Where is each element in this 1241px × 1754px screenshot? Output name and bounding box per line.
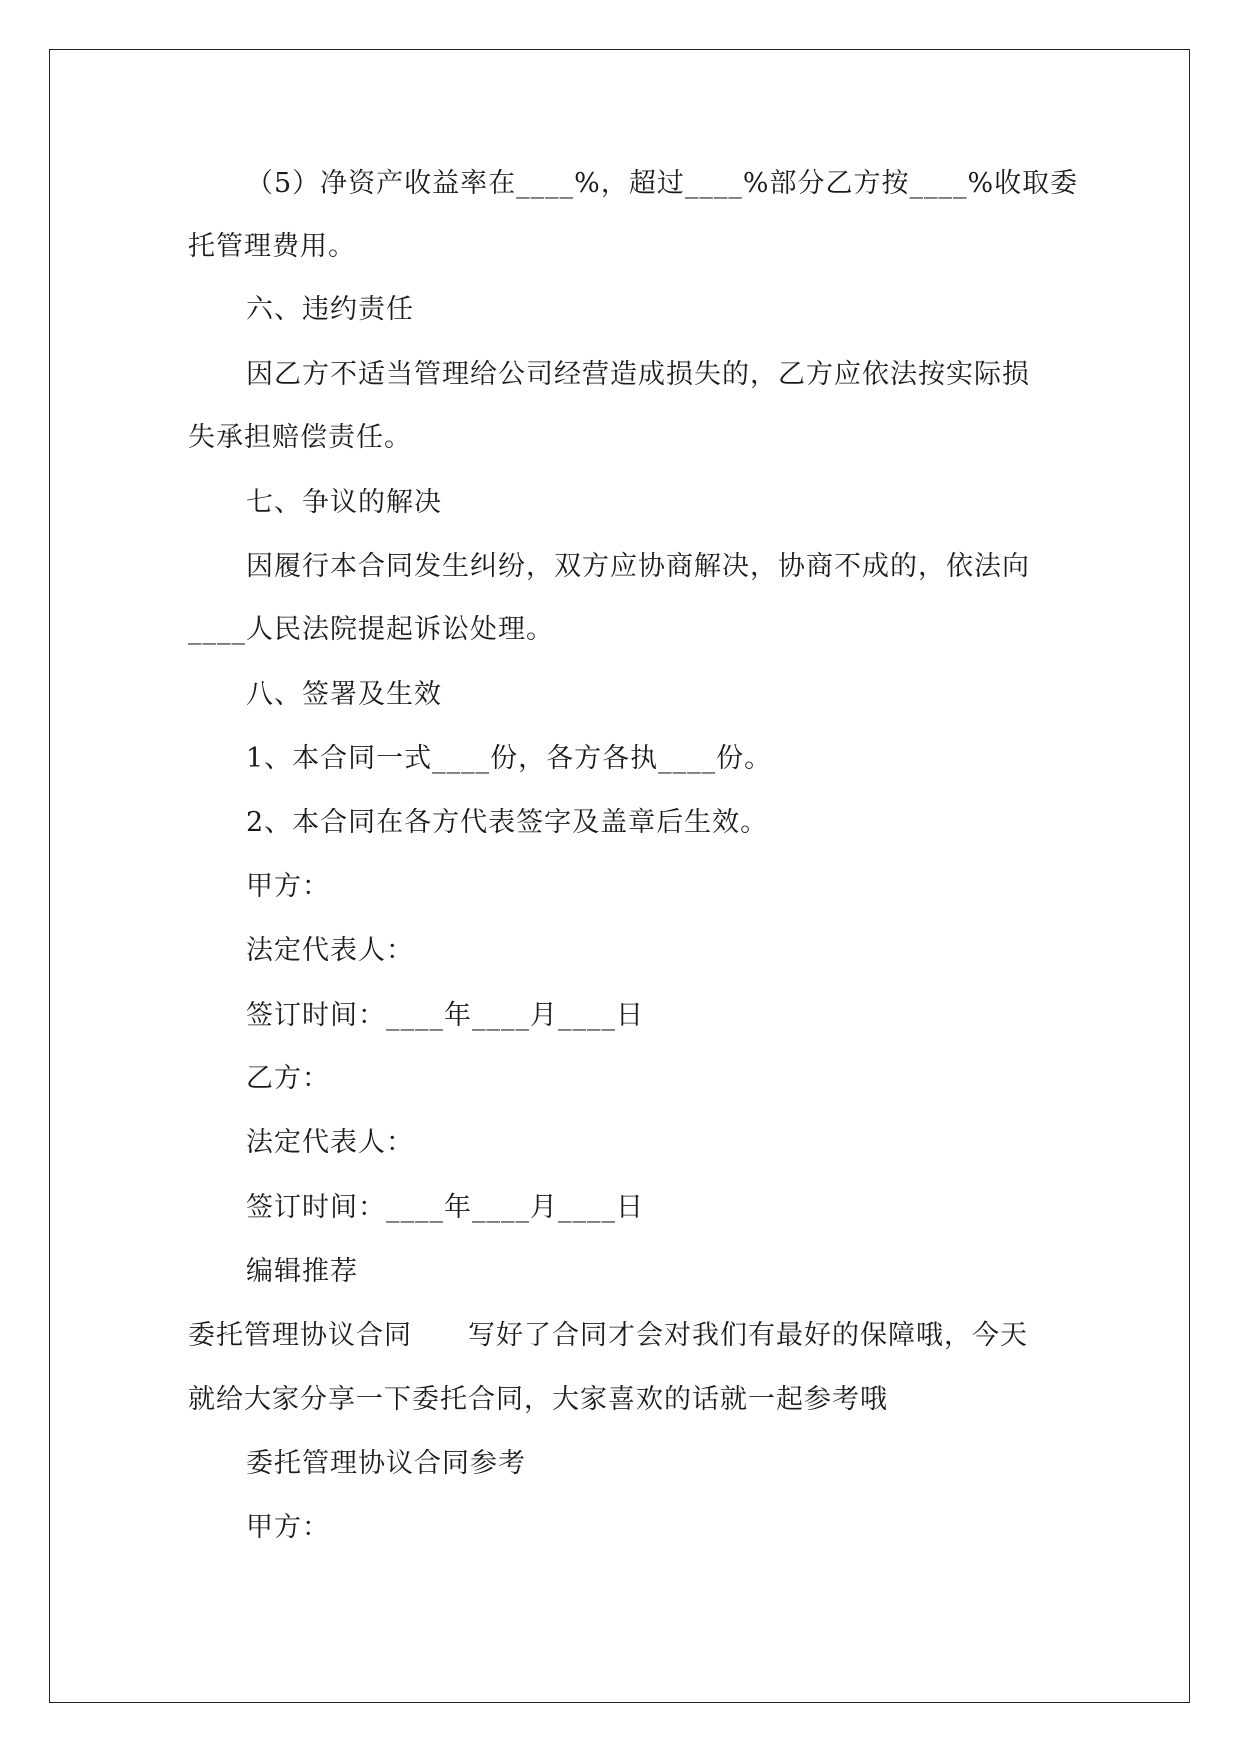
clause-5-line-2: 托管理费用。 [188, 231, 356, 262]
party-b-signing-date: 签订时间：____年____月____日 [246, 1192, 644, 1223]
party-b-representative: 法定代表人： [246, 1127, 414, 1158]
section-7-text-line-2: ____人民法院提起诉讼处理。 [188, 614, 554, 645]
section-8-item-2: 2、本合同在各方代表签字及盖章后生效。 [246, 807, 769, 838]
section-7-text-line-1: 因履行本合同发生纠纷，双方应协商解决，协商不成的，依法向 [246, 551, 1030, 582]
party-a-label: 甲方： [246, 871, 330, 902]
party-a-representative: 法定代表人： [246, 935, 414, 966]
section-8-heading: 八、签署及生效 [246, 679, 442, 710]
clause-5-line-1: （5）净资产收益率在____%，超过____%部分乙方按____%收取委 [246, 168, 1079, 199]
party-a-label-2: 甲方： [246, 1512, 330, 1543]
section-6-heading: 六、违约责任 [246, 294, 414, 325]
party-a-signing-date: 签订时间：____年____月____日 [246, 1000, 644, 1031]
section-8-item-1: 1、本合同一式____份，各方各执____份。 [246, 743, 773, 774]
editor-recommend-heading: 编辑推荐 [246, 1256, 358, 1287]
section-6-text-line-2: 失承担赔偿责任。 [188, 422, 412, 453]
section-6-text-line-1: 因乙方不适当管理给公司经营造成损失的，乙方应依法按实际损 [246, 359, 1030, 390]
reference-title: 委托管理协议合同参考 [246, 1448, 526, 1479]
section-7-heading: 七、争议的解决 [246, 487, 442, 518]
recommend-text-line-2: 就给大家分享一下委托合同，大家喜欢的话就一起参考哦 [188, 1384, 888, 1415]
page-border [49, 49, 1190, 1703]
recommend-text-line-1: 委托管理协议合同 写好了合同才会对我们有最好的保障哦，今天 [188, 1320, 1028, 1351]
party-b-label: 乙方： [246, 1063, 330, 1094]
